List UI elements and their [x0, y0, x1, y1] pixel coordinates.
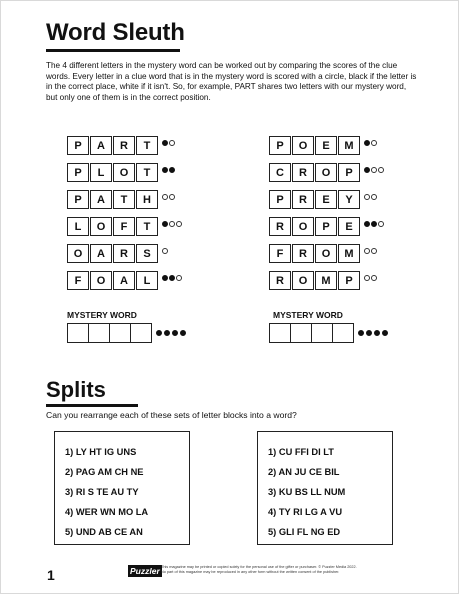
- legal-line: This magazine may be printed or copied solely for the personal use of the gifter or purchaser. © Puzzler Media 2022.: [161, 565, 357, 569]
- clue-word-tiles: [269, 190, 361, 209]
- letter-tile: C: [269, 163, 291, 182]
- letter-tile: S: [136, 244, 158, 263]
- clue-score: [364, 275, 377, 281]
- letter-tile: P: [338, 163, 360, 182]
- mystery-word-input-left[interactable]: [67, 323, 151, 343]
- letter-tile: P: [269, 136, 291, 155]
- white-circle-icon: [371, 140, 377, 146]
- letter-tile: R: [292, 244, 314, 263]
- black-circle-icon: [382, 330, 388, 336]
- white-circle-icon: [176, 275, 182, 281]
- letter-tile: M: [338, 136, 360, 155]
- title-underline: [46, 404, 138, 407]
- black-circle-icon: [364, 167, 370, 173]
- letter-tile: O: [90, 217, 112, 236]
- black-circle-icon: [371, 221, 377, 227]
- clue-word-tiles: [67, 217, 159, 236]
- letter-tile: E: [338, 217, 360, 236]
- black-circle-icon: [364, 221, 370, 227]
- mystery-letter-box[interactable]: [269, 323, 291, 343]
- letter-tile: P: [67, 136, 89, 155]
- letter-tile: F: [67, 271, 89, 290]
- letter-tile: O: [292, 271, 314, 290]
- clue-word-tiles: [67, 271, 159, 290]
- white-circle-icon: [371, 275, 377, 281]
- clue-word-row: [269, 190, 361, 209]
- splits-box-right: [257, 431, 393, 545]
- letter-tile: R: [269, 271, 291, 290]
- mystery-letter-box[interactable]: [311, 323, 333, 343]
- clue-word-tiles: [269, 136, 361, 155]
- letter-tile: T: [136, 136, 158, 155]
- mystery-letter-box[interactable]: [88, 323, 110, 343]
- clue-word-tiles: [67, 190, 159, 209]
- black-circle-icon: [162, 140, 168, 146]
- black-circle-icon: [169, 167, 175, 173]
- letter-tile: E: [315, 190, 337, 209]
- letter-tile: O: [292, 217, 314, 236]
- mystery-word-label-left: MYSTERY WORD: [67, 310, 137, 320]
- clue-word-row: [67, 217, 159, 236]
- black-circle-icon: [364, 140, 370, 146]
- letter-tile: H: [136, 190, 158, 209]
- word-sleuth-intro: The 4 different letters in the mystery word can be worked out by comparing the scores of the clue words. Every letter in a clue word that is in the mystery word is scored with a circle, black if the letter is in the correct place, white if it isn't. So, for example, PART shares two letters with our mystery word, but only one of them is in the correct position.: [46, 61, 417, 102]
- letter-tile: O: [90, 271, 112, 290]
- clue-word-row: [67, 271, 159, 290]
- mystery-score-left: [156, 330, 186, 336]
- word-sleuth-title: [46, 19, 185, 47]
- letter-tile: O: [315, 163, 337, 182]
- clue-word-tiles: [67, 244, 159, 263]
- black-circle-icon: [374, 330, 380, 336]
- letter-tile: T: [136, 217, 158, 236]
- mystery-letter-box[interactable]: [130, 323, 152, 343]
- letter-tile: P: [269, 190, 291, 209]
- mystery-letter-box[interactable]: [332, 323, 354, 343]
- clue-word-row: [67, 244, 159, 263]
- clue-word-row: [67, 163, 159, 182]
- white-circle-icon: [169, 221, 175, 227]
- white-circle-icon: [169, 194, 175, 200]
- black-circle-icon: [358, 330, 364, 336]
- clue-score: [364, 194, 377, 200]
- letter-tile: R: [113, 244, 135, 263]
- letter-tile: T: [113, 190, 135, 209]
- clue-word-tiles: [67, 163, 159, 182]
- splits-item: 1) CU FFI DI LT: [268, 447, 334, 457]
- letter-tile: O: [113, 163, 135, 182]
- clue-word-tiles: [269, 163, 361, 182]
- white-circle-icon: [176, 221, 182, 227]
- letter-tile: E: [315, 136, 337, 155]
- black-circle-icon: [169, 275, 175, 281]
- splits-title-text: Splits: [46, 377, 106, 402]
- splits-item: 4) TY RI LG A VU: [268, 507, 343, 517]
- splits-item: 5) GLI FL NG ED: [268, 527, 341, 537]
- clue-word-row: [269, 217, 361, 236]
- letter-tile: A: [90, 244, 112, 263]
- clue-word-tiles: [269, 271, 361, 290]
- letter-tile: P: [338, 271, 360, 290]
- word-sleuth-title-text: Word Sleuth: [46, 19, 185, 46]
- legal-line: No part of this magazine may be reproduced in any other form without the written consent of the publisher.: [161, 570, 340, 574]
- letter-tile: P: [315, 217, 337, 236]
- white-circle-icon: [371, 248, 377, 254]
- letter-tile: M: [338, 244, 360, 263]
- splits-item: 1) LY HT IG UNS: [65, 447, 137, 457]
- letter-tile: O: [315, 244, 337, 263]
- clue-score: [162, 221, 182, 227]
- mystery-word-label-right: MYSTERY WORD: [273, 310, 343, 320]
- white-circle-icon: [162, 194, 168, 200]
- black-circle-icon: [162, 275, 168, 281]
- letter-tile: F: [113, 217, 135, 236]
- black-circle-icon: [156, 330, 162, 336]
- clue-word-tiles: [67, 136, 159, 155]
- mystery-letter-box[interactable]: [109, 323, 131, 343]
- letter-tile: R: [292, 163, 314, 182]
- clue-word-row: [67, 136, 159, 155]
- white-circle-icon: [371, 194, 377, 200]
- letter-tile: L: [67, 217, 89, 236]
- clue-word-row: [269, 271, 361, 290]
- clue-word-tiles: [269, 244, 361, 263]
- letter-tile: R: [269, 217, 291, 236]
- letter-tile: A: [90, 136, 112, 155]
- black-circle-icon: [164, 330, 170, 336]
- white-circle-icon: [371, 167, 377, 173]
- letter-tile: L: [90, 163, 112, 182]
- black-circle-icon: [366, 330, 372, 336]
- mystery-letter-box[interactable]: [290, 323, 312, 343]
- letter-tile: P: [67, 190, 89, 209]
- mystery-score-right: [358, 330, 388, 336]
- letter-tile: O: [67, 244, 89, 263]
- page-number: 1: [47, 567, 55, 583]
- splits-item: 4) WER WN MO LA: [65, 507, 149, 517]
- clue-word-row: [269, 163, 361, 182]
- clue-word-tiles: [269, 217, 361, 236]
- letter-tile: L: [136, 271, 158, 290]
- splits-prompt: Can you rearrange each of these sets of letter blocks into a word?: [46, 410, 297, 420]
- clue-score: [162, 248, 168, 254]
- clue-score: [162, 275, 182, 281]
- splits-item: 3) KU BS LL NUM: [268, 487, 346, 497]
- clue-score: [162, 167, 175, 173]
- white-circle-icon: [364, 194, 370, 200]
- splits-item: 3) RI S TE AU TY: [65, 487, 139, 497]
- clue-score: [162, 194, 175, 200]
- splits-box-left: [54, 431, 190, 545]
- clue-score: [364, 248, 377, 254]
- clue-score: [364, 167, 384, 173]
- letter-tile: P: [67, 163, 89, 182]
- clue-score: [364, 140, 377, 146]
- publisher-logo: Puzzler: [130, 566, 160, 576]
- mystery-letter-box[interactable]: [67, 323, 89, 343]
- splits-item: 5) UND AB CE AN: [65, 527, 143, 537]
- letter-tile: R: [292, 190, 314, 209]
- legal-notice: [161, 565, 361, 575]
- letter-tile: M: [315, 271, 337, 290]
- letter-tile: T: [136, 163, 158, 182]
- clue-score: [162, 140, 175, 146]
- letter-tile: R: [113, 136, 135, 155]
- letter-tile: O: [292, 136, 314, 155]
- letter-tile: A: [113, 271, 135, 290]
- title-underline: [46, 49, 180, 52]
- clue-word-row: [269, 244, 361, 263]
- black-circle-icon: [162, 221, 168, 227]
- clue-word-row: [269, 136, 361, 155]
- white-circle-icon: [162, 248, 168, 254]
- white-circle-icon: [169, 140, 175, 146]
- letter-tile: A: [90, 190, 112, 209]
- clue-score: [364, 221, 384, 227]
- black-circle-icon: [172, 330, 178, 336]
- white-circle-icon: [364, 248, 370, 254]
- black-circle-icon: [180, 330, 186, 336]
- splits-item: 2) PAG AM CH NE: [65, 467, 144, 477]
- splits-title: [46, 377, 106, 403]
- white-circle-icon: [364, 275, 370, 281]
- letter-tile: Y: [338, 190, 360, 209]
- clue-word-row: [67, 190, 159, 209]
- mystery-word-input-right[interactable]: [269, 323, 353, 343]
- splits-item: 2) AN JU CE BIL: [268, 467, 340, 477]
- letter-tile: F: [269, 244, 291, 263]
- white-circle-icon: [378, 221, 384, 227]
- white-circle-icon: [378, 167, 384, 173]
- black-circle-icon: [162, 167, 168, 173]
